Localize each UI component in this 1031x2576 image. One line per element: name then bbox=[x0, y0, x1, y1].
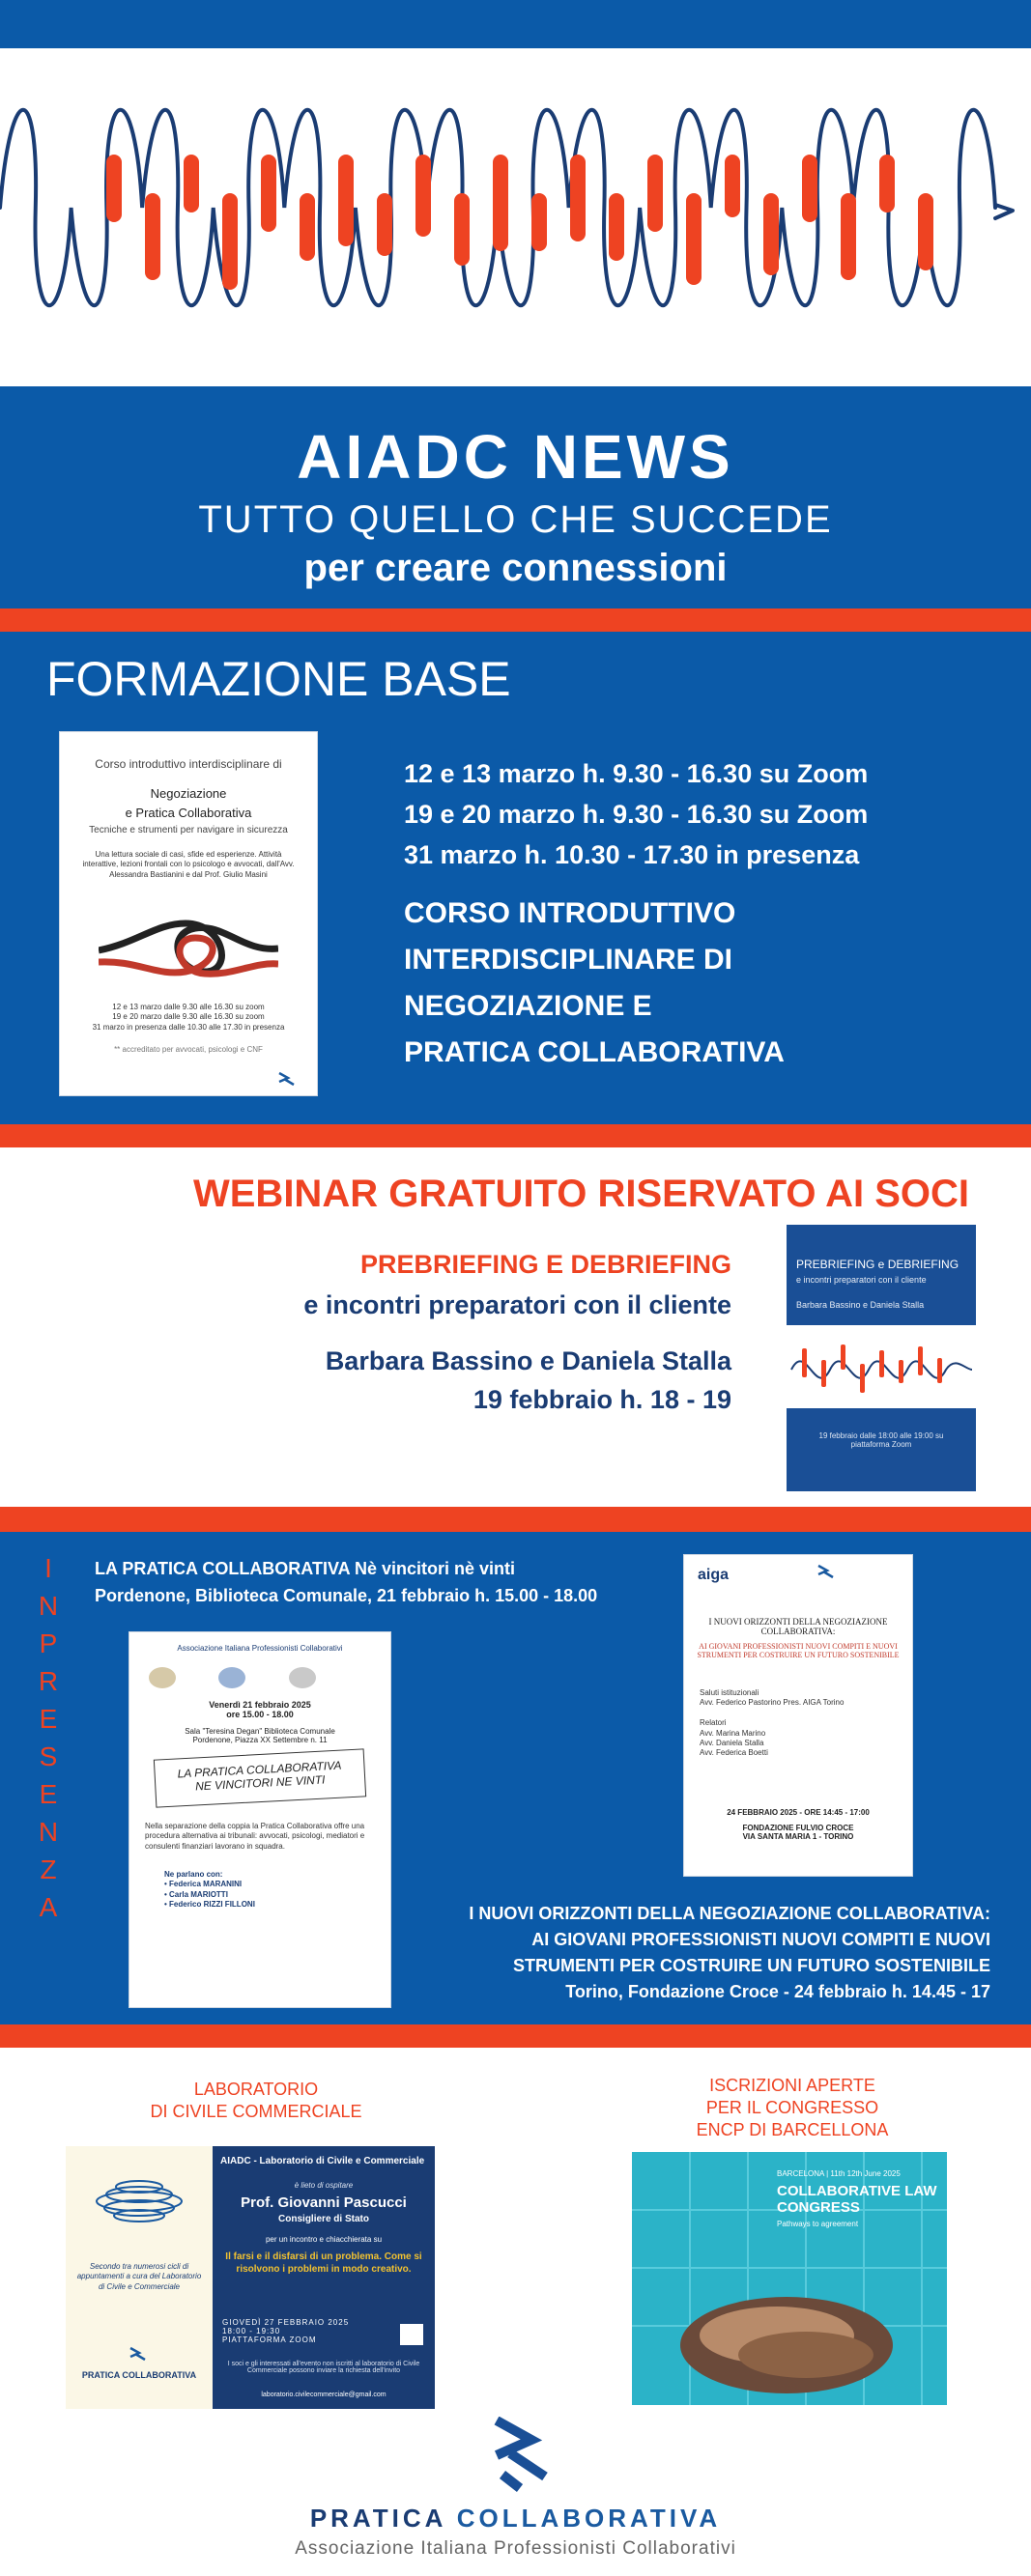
wave-bar bbox=[609, 193, 624, 261]
brand-right: COLLABORATIVA bbox=[456, 2504, 722, 2533]
wave-bar bbox=[531, 193, 547, 251]
date-line: 31 marzo h. 10.30 - 17.30 in presenza bbox=[404, 840, 860, 869]
flyer2-place: FONDAZIONE FULVIO CROCE VIA SANTA MARIA 1 - TORINO bbox=[742, 1824, 854, 1841]
wave-bar bbox=[918, 193, 933, 270]
wave-bar bbox=[454, 193, 470, 266]
vertical-letter: A bbox=[39, 1892, 58, 1922]
card-lead: per un incontro e chiacchierata su bbox=[265, 2235, 383, 2244]
formazione-heading: FORMAZIONE BASE bbox=[46, 652, 511, 706]
label-line: PER IL CONGRESSO bbox=[705, 2098, 879, 2117]
card-footer: I soci e gli interessati all'evento non iscritti al laboratorio di Civile Commerciale possono inviare la richiesta dell'invito bbox=[227, 2361, 420, 2374]
flyer-date: Venerdì 21 febbraio 2025 ore 15.00 - 18.00 bbox=[209, 1700, 311, 1719]
header-title: AIADC NEWS bbox=[297, 422, 734, 492]
vertical-letter: N bbox=[38, 1817, 59, 1847]
flyer-speakers: Ne parlano con: • Federica MARANINI • Carla MARIOTTI • Federico RIZZI FILLONI bbox=[164, 1870, 255, 1910]
header-tagline: per creare connessioni bbox=[303, 547, 728, 589]
img-top: BARCELONA | 11th 12th June 2025 bbox=[777, 2169, 901, 2178]
card-title: AIADC - Laboratorio di Civile e Commerciale bbox=[220, 2156, 425, 2166]
flyer2-body: Saluti istituzionali Avv. Federico Pastorino Pres. AIGA Torino Relatori Avv. Marina Marino Avv. Daniela Stalla Avv. Federica Boetti bbox=[700, 1688, 845, 1758]
wave-bar bbox=[725, 155, 740, 217]
red-divider bbox=[0, 2024, 1031, 2048]
event1-title: LA PRATICA COLLABORATIVA Nè vincitori nè vinti bbox=[95, 1559, 516, 1578]
wave-bar bbox=[145, 193, 160, 280]
wave-bar bbox=[802, 155, 817, 222]
card-email[interactable]: laboratorio.civilecommerciale@gmail.com bbox=[261, 2392, 387, 2398]
formazione-flyer[interactable] bbox=[60, 732, 317, 1095]
laboratorio-card[interactable] bbox=[213, 2146, 435, 2409]
partner-logo-icon bbox=[218, 1667, 245, 1688]
vertical-label-text bbox=[29, 1549, 68, 1926]
label-line: ISCRIZIONI APERTE bbox=[709, 2076, 875, 2095]
red-divider bbox=[0, 1507, 1031, 1532]
card-role: Consigliere di Stato bbox=[278, 2214, 369, 2224]
webinar-date: 19 febbraio h. 18 - 19 bbox=[473, 1385, 731, 1414]
wave-bar bbox=[493, 155, 508, 251]
wave-bar bbox=[261, 155, 276, 232]
course-line: INTERDISCIPLINARE DI bbox=[404, 944, 733, 976]
wave-bar bbox=[763, 193, 779, 275]
card-date: GIOVEDÌ 27 FEBBRAIO 2025 18:00 - 19:30 PIATTAFORMA ZOOM bbox=[222, 2318, 350, 2344]
congresso-label bbox=[628, 2075, 957, 2141]
header-subtitle: TUTTO QUELLO CHE SUCCEDE bbox=[198, 498, 833, 541]
webinar-subtitle: e incontri preparatori con il cliente bbox=[303, 1290, 731, 1319]
aiga-logo: aiga bbox=[698, 1567, 730, 1583]
pratica-logo-icon bbox=[816, 1563, 837, 1580]
flyer-line: Corso introduttivo interdisciplinare di bbox=[95, 757, 282, 771]
presenza-section bbox=[0, 1532, 1031, 2024]
wave-bar bbox=[879, 155, 895, 212]
card-guest-intro: è lieto di ospitare bbox=[294, 2181, 354, 2190]
course-line: CORSO INTRODUTTIVO bbox=[404, 897, 736, 929]
red-divider bbox=[0, 609, 1031, 632]
header-banner bbox=[0, 386, 1031, 609]
img-title: COLLABORATIVE LAW CONGRESS bbox=[777, 2183, 937, 2216]
flyer-line: Tecniche e strumenti per navigare in sicurezza bbox=[89, 825, 288, 835]
wave-bar bbox=[686, 193, 702, 285]
webinar-heading: WEBINAR GRATUITO RISERVATO AI SOCI bbox=[193, 1173, 970, 1215]
event2-line: AI GIOVANI PROFESSIONISTI NUOVI COMPITI E NUOVI bbox=[531, 1930, 990, 1949]
wave-bar bbox=[841, 193, 856, 280]
vertical-letter: I bbox=[44, 1553, 52, 1583]
left-brand: PRATICA COLLABORATIVA bbox=[81, 2370, 197, 2380]
card-guest: Prof. Giovanni Pascucci bbox=[241, 2194, 407, 2211]
spiral-icon bbox=[91, 2158, 187, 2245]
bottom-section bbox=[0, 2048, 1031, 2576]
flyer2-subtitle: AI GIOVANI PROFESSIONISTI NUOVI COMPITI E NUOVI STRUMENTI PER COSTRUIRE UN FUTURO SOSTENIBILE bbox=[697, 1642, 900, 1659]
webinar-speakers: Barbara Bassino e Daniela Stalla bbox=[325, 1346, 731, 1375]
event1-place: Pordenone, Biblioteca Comunale, 21 febbraio h. 15.00 - 18.00 bbox=[95, 1586, 598, 1605]
vertical-letter: S bbox=[39, 1741, 58, 1771]
congresso-image[interactable] bbox=[632, 2152, 947, 2405]
thumb-text: 19 febbraio dalle 18:00 alle 19:00 su piattaforma Zoom bbox=[818, 1431, 944, 1449]
flyer-place: Sala "Teresina Degan" Biblioteca Comunale Pordenone, Piazza XX Settembre n. 11 bbox=[185, 1727, 335, 1744]
wave-bar bbox=[222, 193, 238, 290]
label-line: ENCP DI BARCELLONA bbox=[696, 2120, 889, 2139]
event2-line: I NUOVI ORIZZONTI DELLA NEGOZIAZIONE COLLABORATIVA: bbox=[469, 1904, 990, 1923]
webinar-section bbox=[0, 1147, 1031, 1486]
wave-bar bbox=[338, 155, 354, 246]
event2-line: STRUMENTI PER COSTRUIRE UN FUTURO SOSTENIBILE bbox=[512, 1956, 990, 1975]
laboratorio-left-panel bbox=[66, 2146, 213, 2409]
wave-bar bbox=[184, 155, 199, 212]
card-badge-icon bbox=[400, 2324, 423, 2345]
flyer-banner: LA PRATICA COLLABORATIVA NE VINCITORI NE VINTI bbox=[154, 1748, 366, 1807]
flyer-dates: 12 e 13 marzo dalle 9.30 alle 16.30 su zoom 19 e 20 marzo dalle 9.30 alle 16.30 su zoom 31 marzo in presenza dalle 10.30 alle 17.30 in presenza bbox=[92, 1003, 285, 1032]
label-line: LABORATORIO bbox=[193, 2080, 319, 2099]
label-line: DI CIVILE COMMERCIALE bbox=[150, 2102, 362, 2121]
pratica-logo-icon bbox=[481, 2417, 553, 2494]
vertical-letter: N bbox=[38, 1591, 59, 1621]
date-line: 19 e 20 marzo h. 9.30 - 16.30 su Zoom bbox=[404, 800, 869, 829]
formazione-section bbox=[0, 632, 1031, 1124]
wave-bar bbox=[647, 155, 663, 232]
wave-illustration bbox=[0, 48, 1031, 386]
partner-logos bbox=[149, 1667, 371, 1690]
webinar-thumb-1[interactable] bbox=[787, 1225, 976, 1325]
event2-line: Torino, Fondazione Croce - 24 febbraio h. 14.45 - 17 bbox=[565, 1982, 990, 2001]
event1-flyer[interactable] bbox=[129, 1632, 390, 2007]
top-blue-band bbox=[0, 0, 1031, 48]
flyer2-title: I NUOVI ORIZZONTI DELLA NEGOZIAZIONE COLLABORATIVA: bbox=[708, 1617, 888, 1636]
footer-subtitle: Associazione Italiana Professionisti Collaborativi bbox=[295, 2538, 736, 2559]
brand-left: PRATICA bbox=[309, 2504, 446, 2533]
footer-brand bbox=[0, 2504, 1031, 2534]
formazione-dates bbox=[404, 753, 868, 875]
laboratorio-label bbox=[87, 2079, 425, 2123]
flyer-line: Negoziazione bbox=[150, 786, 227, 801]
wave-bar bbox=[300, 193, 315, 261]
partner-logo-icon bbox=[149, 1667, 176, 1688]
wave-bar bbox=[377, 193, 392, 256]
vertical-label bbox=[29, 1549, 68, 1984]
vertical-letter: E bbox=[39, 1704, 58, 1734]
webinar-wave-thumb bbox=[787, 1331, 976, 1408]
pratica-logo-icon bbox=[128, 2345, 149, 2363]
webinar-title: PREBRIEFING E DEBRIEFING bbox=[359, 1250, 731, 1279]
thumb-title: PREBRIEFING e DEBRIEFING bbox=[796, 1258, 959, 1271]
pratica-logo-icon bbox=[276, 1070, 298, 1088]
card-topic: Il farsi e il disfarsi di un problema. Come si risolvono i problemi in modo creativo. bbox=[225, 2251, 422, 2275]
thumb-names: Barbara Bassino e Daniela Stalla bbox=[796, 1300, 925, 1310]
vertical-letter: Z bbox=[40, 1854, 57, 1884]
flyer2-date: 24 FEBBRAIO 2025 - ORE 14:45 - 17:00 bbox=[727, 1808, 870, 1817]
webinar-thumb-3[interactable] bbox=[787, 1408, 976, 1491]
wave-bar bbox=[106, 155, 122, 222]
course-line: PRATICA COLLABORATIVA bbox=[404, 1036, 785, 1068]
vertical-letter: R bbox=[38, 1666, 59, 1696]
red-divider bbox=[0, 1124, 1031, 1147]
wave-bar bbox=[570, 155, 586, 241]
wave-bar bbox=[415, 155, 431, 237]
left-text: Secondo tra numerosi cicli di appuntamenti a cura del Laboratorio di Civile e Commerciale bbox=[76, 2262, 202, 2291]
vertical-letter: E bbox=[39, 1779, 58, 1809]
course-title bbox=[404, 891, 785, 1076]
flyer-body: Nella separazione della coppia la Pratica Collaborativa offre una procedura alternativa ai tribunali: avvocati, psicologi, mediatori e consulenti finanziari lavorano in squadra. bbox=[145, 1822, 365, 1851]
flyer-body: Una lettura sociale di casi, sfide ed esperienze. Attività interattive, lezioni frontali con lo psicologo e avvocati, dall'Avv. Alessandra Bastianini e dal Prof. Giulio Masini bbox=[82, 850, 295, 879]
partner-logo-icon bbox=[289, 1667, 316, 1688]
flyer-footer: ** accreditato per avvocati, psicologi e CNF bbox=[114, 1045, 263, 1054]
event2-flyer[interactable] bbox=[684, 1555, 912, 1876]
course-line: NEGOZIAZIONE E bbox=[404, 990, 652, 1022]
date-line: 12 e 13 marzo h. 9.30 - 16.30 su Zoom bbox=[404, 759, 869, 788]
event2-text bbox=[469, 1901, 990, 2005]
flyer-line: e Pratica Collaborativa bbox=[125, 806, 252, 820]
vertical-letter: P bbox=[39, 1628, 58, 1658]
thumb-sub: e incontri preparatori con il cliente bbox=[796, 1275, 927, 1285]
knot-icon bbox=[99, 904, 278, 991]
flyer-head: Associazione Italiana Professionisti Collaborativi bbox=[177, 1644, 343, 1653]
img-sub: Pathways to agreement bbox=[777, 2220, 859, 2228]
